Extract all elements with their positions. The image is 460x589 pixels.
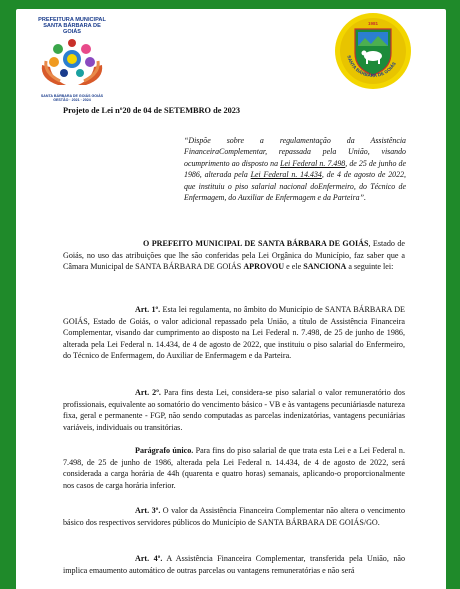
article-label: Art. 2º. <box>135 388 161 397</box>
prefeitura-logo <box>36 17 108 103</box>
seal-year: 1981 <box>367 21 379 26</box>
hands-emblem-icon <box>36 35 108 89</box>
article-text: Para fins desta Lei, considera-se piso salarial o valor remuneratório dos profissionais, equivalente ao somatório do vencimento básico - VB e às vantagens pecuniáriasde natureza fixa, geral e permanente - FGP, não sendo computadas as parcelas indenizatórias, vantagens pecuniárias variáveis, individuais ou transitórias. <box>63 388 405 432</box>
bill-title: Projeto de Lei nº20 de 04 de SETEMBRO de 2023 <box>63 106 241 115</box>
article-label: Art. 1º. <box>135 305 161 314</box>
paragraph-text: Para fins do piso salarial de que trata esta Lei e a Lei Federal n. 7.498, de 25 de junho de 1986, alterada pela Lei Federal n. 14.434, de 4 de agosto de 2022, será considerada a carga horária de 44h (quarenta e quatro horas) semanais, aplicando-o proporcionalmente nos casos de carga horária inferior. <box>63 446 405 490</box>
logo-foot-line1: SANTA BÁRBARA DE GOIÁS GOIÁS <box>40 94 104 98</box>
preamble-text: a seguinte lei: <box>346 262 394 272</box>
logo-title-line2: SANTA BÁRBARA DE GOIÁS <box>43 23 101 35</box>
ementa-part: “Dispõe sobre a regulamentação da Assistência FinanceiraComplementar, repassada pela União, visando ocumprimento ao disposto na <box>184 136 406 168</box>
preamble-text: , Estado de Goiás, no uso das atribuições que lhe são conferidas pela Lei Orgânica do Município, faz saber que a Câmara Municipal de SANTA BÁRBARA DE GOIÁS <box>63 239 405 272</box>
bill-ementa <box>184 135 406 203</box>
preamble-text: e ele <box>284 262 304 272</box>
paragrafo-unico <box>63 445 405 491</box>
document-page <box>16 9 446 589</box>
article-2 <box>63 387 405 433</box>
municipal-seal-icon <box>333 11 413 91</box>
article-4 <box>63 553 405 576</box>
article-text: O valor da Assistência Financeira Complementar não altera o vencimento básico dos respectivos servidores públicos do Município de SANTA BÁRBARA DE GOIÁS/GO. <box>63 506 405 527</box>
article-1 <box>63 304 405 362</box>
article-label: Art. 4º. <box>135 554 163 563</box>
article-label: Art. 3º. <box>135 506 161 515</box>
ementa-part: , de 4 de agosto de 2022, que instituiu o piso salarial nacional doEnfermeiro, do Técnico de Enfermagem, do Auxiliar de Enfermagem e da Parteira”. <box>184 170 406 203</box>
logo-foot-line2: GESTÃO · 2021 · 2024 <box>53 98 91 103</box>
preamble-sanciona: SANCIONA <box>303 262 347 272</box>
article-3 <box>63 505 405 528</box>
ementa-part: , de 25 de junho de 1986, alterada pela <box>184 158 406 180</box>
article-text: Esta lei regulamenta, no âmbito do Município de SANTA BÁRBARA DE GOIÁS, Estado de Goiás, o valor adicional repassado pela União, a título de Assistência Financeira Complementar, visando dar cumprimento ao disposto na Lei Federal n. 7.498, de 25 de junho de 1986, alterada pela Lei Federal n. 14.434, de 4 de agosto de 2022, que instituiu o piso salarial do Enfermeiro, do Técnico de Enfermagem, do Auxiliar de Enfermagem e da Parteira. <box>63 305 405 361</box>
ementa-law-link: Lei Federal n. 7.498 <box>280 158 346 168</box>
preamble-mayor: O PREFEITO MUNICIPAL DE SANTA BÁRBARA DE GOIÁS <box>143 239 369 248</box>
preamble-aprovou: APROVOU <box>243 262 285 272</box>
article-text: A Assistência Financeira Complementar, transferida pela União, não implica emaumento automático de outras parcelas ou vantagens remuneratórias e não será <box>63 554 406 575</box>
preamble-paragraph <box>63 238 405 273</box>
logo-title-line1: PREFEITURA MUNICIPAL <box>38 17 106 23</box>
ementa-law-link: Lei Federal n. 14.434 <box>250 170 322 180</box>
seal-ring-text: SANTA BÁRBARA DE GOIÁS <box>346 54 397 79</box>
paragraph-label: Parágrafo único. <box>135 446 194 455</box>
